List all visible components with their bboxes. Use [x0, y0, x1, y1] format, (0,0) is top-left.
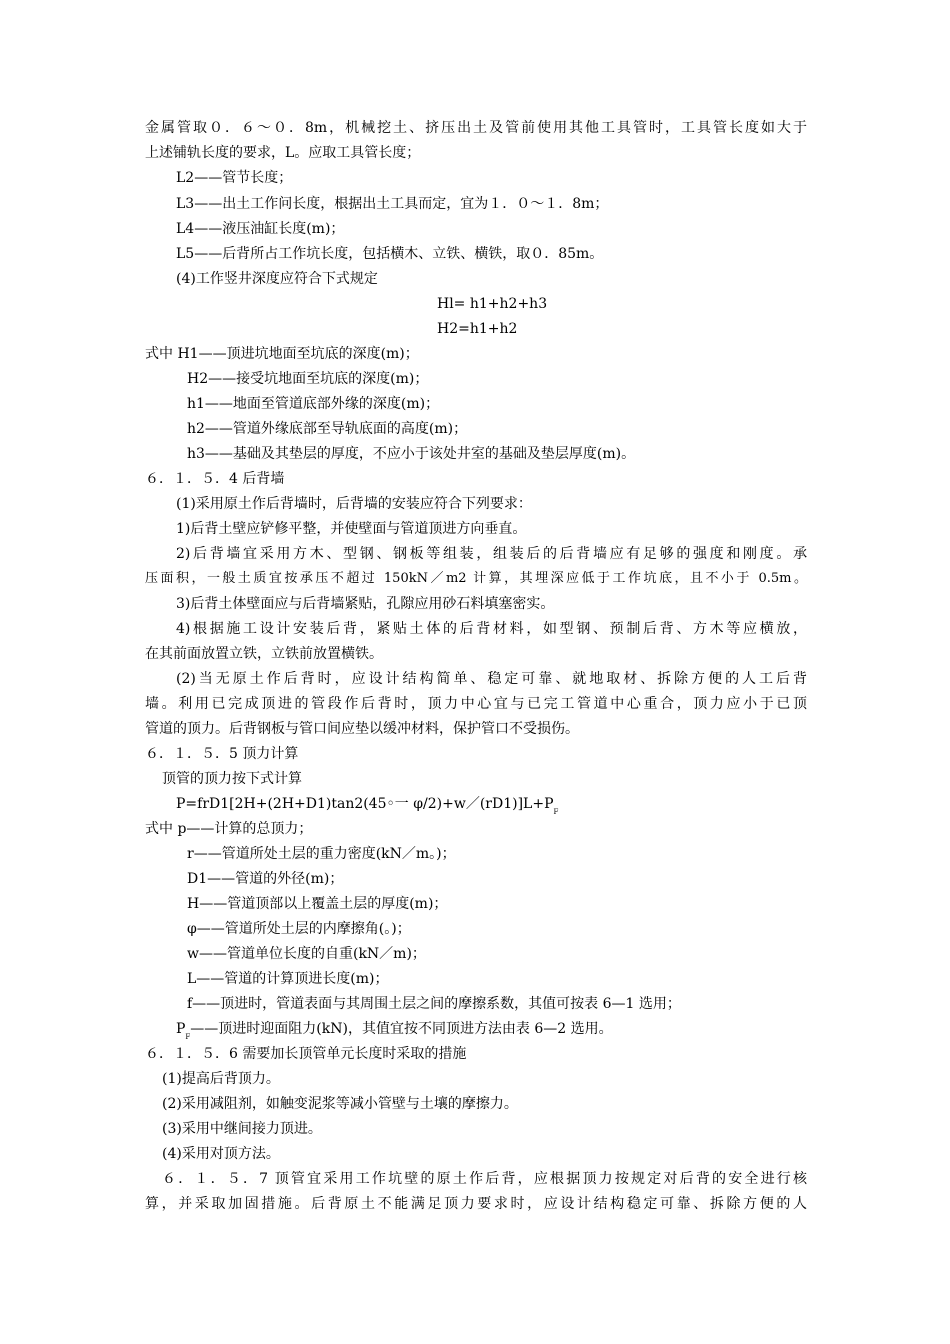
list-item: (4)采用对顶方法。 — [162, 1146, 280, 1162]
text-line: 3)后背土体壁面应与后背墙紧贴，孔隙应用砂石料填塞密实。 — [176, 596, 555, 612]
text-line: w——管道单位长度的自重(kN／m)； — [187, 946, 426, 962]
text-line: 在其前面放置立铁，立铁前放置横铁。 — [145, 646, 383, 662]
formula-line: H2=h1+h2 — [437, 321, 518, 337]
text-line: 4)根据施工设计安装后背，紧贴土体的后背材料，如型钢、预制后背、方木等应横放， — [176, 621, 807, 637]
text-line: 式中 H1——顶进坑地面至坑底的深度(m)； — [145, 346, 419, 362]
text-line: 压面积，一般土质宜按承压不超过 150kN／m2 计算，其埋深应低于工作坑底，且不小于 0.5m。 — [145, 571, 808, 586]
text-line: L3——出土工作问长度，根据出土工具而定，宜为１．０～１．8m； — [176, 196, 609, 212]
text-line: (1)采用原土作后背墙时，后背墙的安装应符合下列要求： — [176, 496, 532, 512]
text-line: D1——管道的外径(m)； — [187, 871, 344, 887]
text-line: (2)当无原土作后背时，应设计结构简单、稳定可靠、就地取材、拆除方便的人工后背 — [176, 671, 807, 687]
section-heading: ６．１．５．5 顶力计算 — [145, 746, 299, 762]
pf-subscript: F — [185, 1033, 191, 1041]
text-line: h2——管道外缘底部至导轨底面的高度(m)； — [187, 421, 468, 437]
formula-line: Hl= h1+h2+h3 — [437, 296, 548, 312]
text-line: f——顶进时，管道表面与其周围土层之间的摩擦系数，其值可按表 6—1 选用； — [187, 996, 681, 1012]
text-line: H2——接受坑地面至坑底的深度(m)； — [187, 371, 429, 387]
text-line: 管道的顶力。后背钢板与管口间应垫以缓冲材料，保护管口不受损伤。 — [145, 721, 579, 737]
formula-line — [176, 794, 558, 822]
text-line: L4——液压油缸长度(m)； — [176, 221, 345, 237]
text-line: 式中 p——计算的总顶力； — [145, 821, 313, 837]
pf-definition: ——顶进时迎面阻力(kN)，其值宜按不同顶进方法由表 6—2 选用。 — [190, 1021, 613, 1037]
text-line: 金属管取０．６～０．8m，机械挖土、挤压出土及管前使用其他工具管时，工具管长度如大于 — [145, 120, 807, 136]
text-line: L5——后背所占工作坑长度，包括横木、立铁、横铁，取０．85m。 — [176, 246, 604, 262]
section-heading: ６．１．５．4 后背墙 — [145, 471, 285, 487]
text-line: L2——管节长度； — [176, 170, 293, 186]
text-line: 1)后背土壁应铲修平整，并使壁面与管道顶进方向垂直。 — [176, 521, 527, 537]
formula-text: P=frD1[2H+(2H+D1)tan2(45◦一 φ/2)+w／(rD1)]L+P — [176, 796, 554, 812]
text-line: 2)后背墙宜采用方木、型钢、钢板等组装，组装后的后背墙应有足够的强度和刚度。承 — [176, 546, 807, 562]
text-line: 算，并采取加固措施。后背原土不能满足顶力要求时，应设计结构稳定可靠、拆除方便的人 — [145, 1196, 807, 1212]
list-item: (3)采用中继间接力顶进。 — [162, 1121, 322, 1137]
text-line: 顶管的顶力按下式计算 — [162, 771, 302, 787]
text-line: r——管道所处土层的重力密度(kN／m。)； — [187, 846, 456, 862]
text-line: (4)工作竖井深度应符合下式规定 — [176, 271, 378, 287]
text-line: h3——基础及其垫层的厚度，不应小于该处井室的基础及垫层厚度(m)。 — [187, 446, 636, 462]
section-heading: ６．１．５．6 需要加长顶管单元长度时采取的措施 — [145, 1046, 467, 1062]
text-line: ６．１．５．7 顶管宜采用工作坑壁的原土作后背，应根据顶力按规定对后背的安全进行核 — [162, 1171, 807, 1187]
text-line — [176, 1019, 613, 1047]
text-line: 墙。利用已完成顶进的管段作后背时，顶力中心宜与已完工管道中心重合，顶力应小于已顶 — [145, 696, 807, 712]
formula-subscript: F — [553, 808, 559, 816]
text-line: φ——管道所处土层的内摩擦角(。)； — [187, 921, 411, 937]
text-line: h1——地面至管道底部外缘的深度(m)； — [187, 396, 440, 412]
list-item: (1)提高后背顶力。 — [162, 1071, 280, 1087]
text-line: L——管道的计算顶进长度(m)； — [187, 971, 389, 987]
text-line: 上述铺轨长度的要求，L。应取工具管长度； — [145, 145, 421, 161]
pf-symbol: P — [176, 1021, 186, 1037]
list-item: (2)采用减阻剂，如触变泥浆等减小管壁与土壤的摩擦力。 — [162, 1096, 518, 1112]
text-line: H——管道顶部以上覆盖土层的厚度(m)； — [187, 896, 448, 912]
